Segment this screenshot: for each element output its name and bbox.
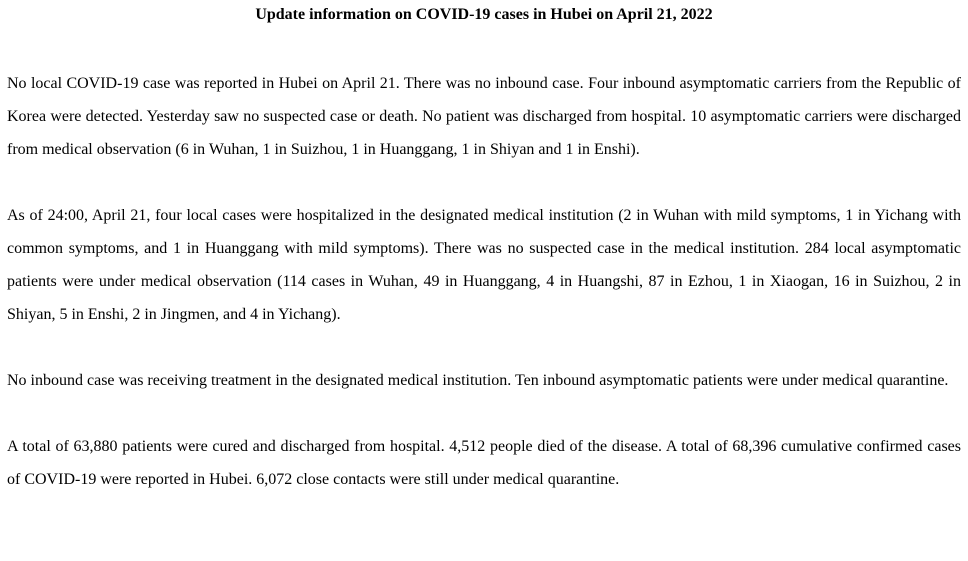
- document: [7, 0, 961, 496]
- paragraph-new-cases: No local COVID-19 case was reported in Hubei on April 21. There was no inbound case. Four inbound asymptomatic carriers from the Republic of Korea were detected. Yesterday saw no suspected case or death. No patient was discharged from hospital. 10 asymptomatic carriers were discharged from medical observation (6 in Wuhan, 1 in Suizhou, 1 in Huanggang, 1 in Shiyan and 1 in Enshi).: [7, 75, 961, 158]
- paragraph-cumulative-totals: A total of 63,880 patients were cured and discharged from hospital. 4,512 people died of the disease. A total of 68,396 cumulative confirmed cases of COVID-19 were reported in Hubei. 6,072 close contacts were still under medical quarantine.: [7, 438, 961, 488]
- document-title: Update information on COVID-19 cases in Hubei on April 21, 2022: [255, 6, 713, 23]
- paragraph-inbound-cases: No inbound case was receiving treatment in the designated medical institution. Ten inbound asymptomatic patients were under medical quarantine.: [7, 372, 949, 389]
- paragraph-hospitalized-cases: As of 24:00, April 21, four local cases were hospitalized in the designated medical institution (2 in Wuhan with mild symptoms, 1 in Yichang with common symptoms, and 1 in Huanggang with mild symptoms). There was no suspected case in the medical institution. 284 local asymptomatic patients were under medical observation (114 cases in Wuhan, 49 in Huanggang, 4 in Huangshi, 87 in Ezhou, 1 in Xiaogan, 16 in Suizhou, 2 in Shiyan, 5 in Enshi, 2 in Jingmen, and 4 in Yichang).: [7, 207, 961, 323]
